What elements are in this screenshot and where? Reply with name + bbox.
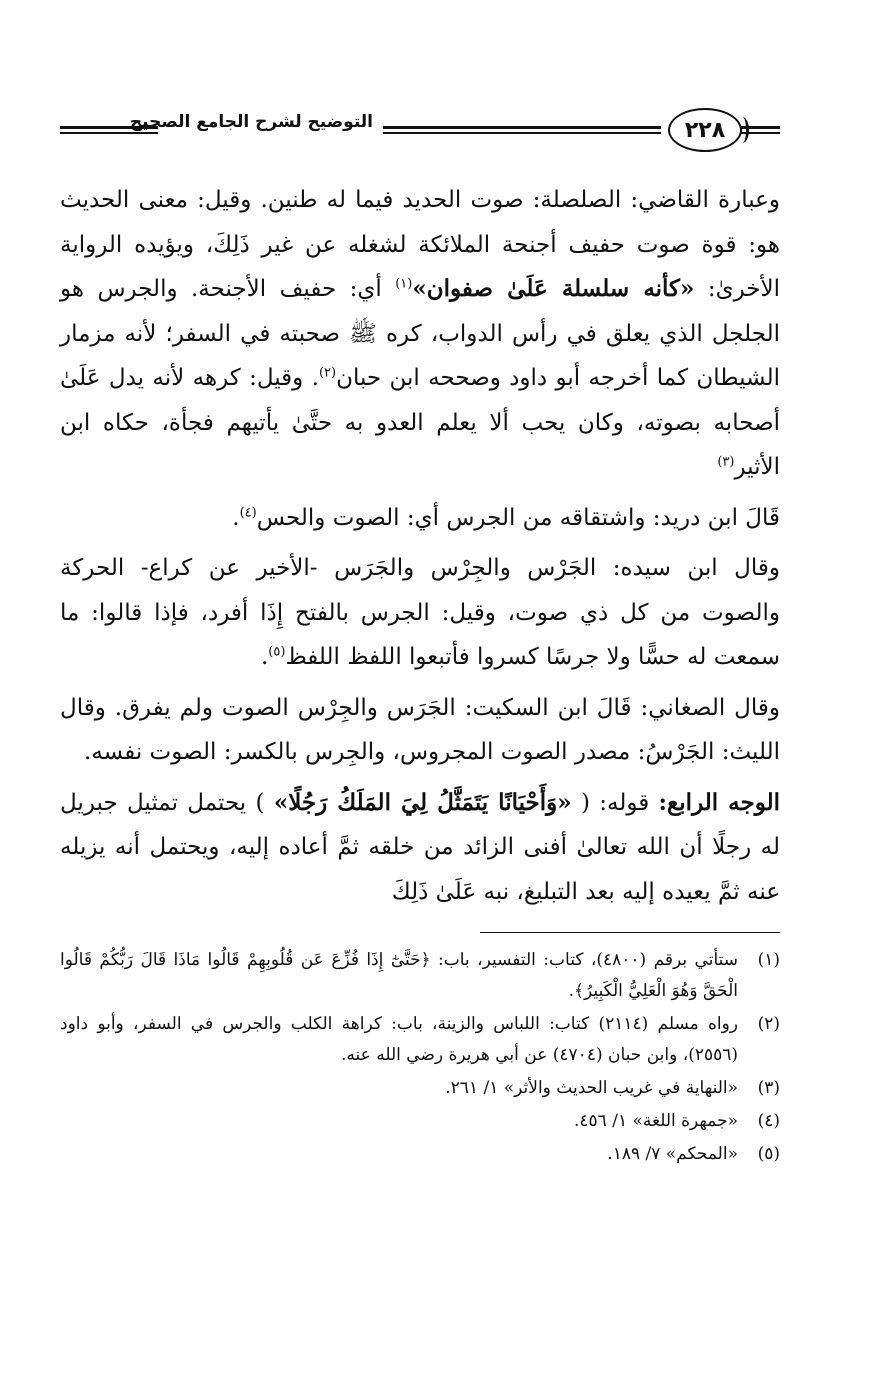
para5-text-b: ) يحتمل تمثيل جبريل له رجلًا أن الله تعالىٰ أفنى الزائد من خلقه ثمَّ أعاده إليه، ويحتمل أنه يزيله عنه ثمَّ يعيده إليه بعد التبليغ، نبه عَلَىٰ ذَلِكَ [60,789,780,905]
footnote-number: (١) [757,950,780,970]
footnote-number: (٣) [757,1078,780,1098]
para1-text-b: أي: حفيف الأجنحة. والجرس هو الجلجل الذي يعلق في رأس الدواب، كره ﷺ صحبته في السفر؛ لأنه مزمار الشيطان كما أخرجه أبو داود وصححه ابن حبان [60,276,780,391]
footnote-ref-3: (٣) [717,454,735,470]
footnote-separator [480,932,780,933]
footnote-3 [60,1073,780,1104]
footnotes [60,945,780,1170]
para3-period: . [260,644,269,670]
paragraph-5 [60,781,780,915]
footnote-text: ستأتي برقم (٤٨٠٠)، كتاب: التفسير، باب: ﴿حَتَّىٰٓ إِذَا فُزِّعَ عَن قُلُوبِهِمْ قَالُوا مَاذَا قَالَ رَبُّكُمْ قَالُوا الْحَقَّ وَهُوَ الْعَلِيُّ الْكَبِيرُ﴾. [60,950,738,1001]
footnote-1 [60,945,780,1007]
footnote-text: «النهاية في غريب الحديث والأثر» ١/ ٢٦١. [445,1078,738,1098]
hadith-quote: «كأنه سلسلة عَلَىٰ صفوان» [412,275,695,302]
footnote-ref-2: (٢) [318,365,337,381]
footnote-text: رواه مسلم (٢١١٤) كتاب: اللباس والزينة، باب: كراهة الكلب والجرس في السفر، وأبو داود (٢٥٥٦)، وابن حبان (٤٧٠٤) عن أبي هريرة رضي الله عنه. [60,1014,739,1065]
para1-text-a: وعبارة القاضي: الصلصلة: صوت الحديد فيما له طنين. وقيل: معنى الحديث هو: قوة صوت حفيف أجنحة الملائكة لشغله عن غير ذَلِكَ، ويؤيده الرواية الأخرىٰ: [60,187,780,302]
paragraph-4: وقال الصغاني: قَالَ ابن السكيت: الجَرَس والجِرْس الصوت ولم يفرق. وقال الليث: الجَرْسُ: مصدر الصوت المجروس، والجِرس بالكسر: الصوت نفسه. [60,694,780,765]
footnote-number: (٥) [757,1144,780,1164]
section-lead: الوجه الرابع: [658,788,781,816]
document-page [60,90,780,1172]
paragraph-2 [60,496,780,541]
para1-text-c: . وقيل: كرهه لأنه يدل عَلَىٰ أصحابه بصوته، وكان يحب ألا يعلم العدو به حتَّىٰ يأتيهم فجأة، حكاه ابن الأثير [60,365,780,480]
footnote-ref-4: (٤) [239,504,257,520]
book-title: التوضيح لشرح الجامع الصحيح [129,112,373,132]
para2-period: . [232,504,240,531]
footnote-4 [60,1106,780,1137]
footnote-5 [60,1139,780,1170]
page-header [60,90,780,164]
paragraph-3 [60,546,780,680]
header-rule-right [740,126,780,134]
page-number: ٢٢٨ [668,108,742,152]
footnote-2 [60,1009,780,1071]
footnote-ref-1: (١) [395,276,413,292]
para3-text: وقال ابن سيده: الجَرْس والجِرْس والجَرَس -الأخير عن كراع- الحركة والصوت من كل ذي صوت، وقيل: الجرس بالفتح إِذَا أفرد، فإذا قالوا: ما سمعت له حسًّا ولا جرسًا كسروا فأتبعوا اللفظ اللفظ [60,555,780,670]
footnote-number: (٤) [757,1111,780,1131]
footnote-text: «المحكم» ٧/ ١٨٩. [607,1144,738,1164]
hadith-quote-2: «وَأَحْيَانًا يَتَمَثَّلُ لِيَ المَلَكُ رَجُلًا» [273,788,572,816]
footnote-ref-5: (٥) [268,644,286,660]
paragraph-1 [60,178,780,490]
para2-text: قَالَ ابن دريد: واشتقاقه من الجرس أي: الصوت والحس [256,504,780,531]
footnote-number: (٢) [757,1014,780,1034]
footnote-text: «جمهرة اللغة» ١/ ٤٥٦. [573,1111,738,1131]
main-text [60,178,780,914]
para5-text-a: قوله: ( [571,789,659,816]
header-rule-middle [383,126,661,134]
